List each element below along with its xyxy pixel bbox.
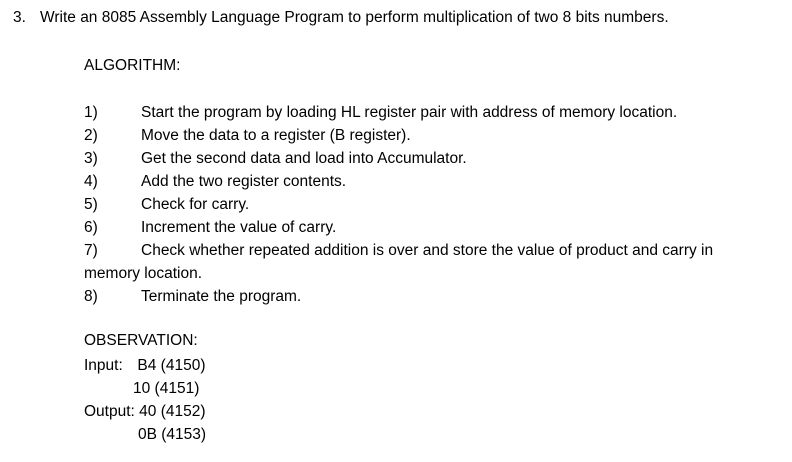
algorithm-title: ALGORITHM: [84, 57, 181, 74]
step-number: 5) [84, 196, 98, 213]
algorithm-step-6 [84, 217, 784, 240]
step-text: Increment the value of carry. [141, 219, 337, 236]
question-heading [13, 9, 669, 27]
step-number: 6) [84, 219, 98, 236]
step-number: 3) [84, 150, 98, 167]
step-number: 4) [84, 173, 98, 190]
step-text: Terminate the program. [141, 288, 302, 305]
output-value-1: 40 (4152) [139, 403, 206, 420]
step-text: Get the second data and load into Accumulator. [141, 150, 467, 167]
step-number: 8) [84, 288, 98, 305]
output-value-2: 0B (4153) [138, 426, 207, 443]
question-number: 3. [13, 9, 26, 26]
step-text: Start the program by loading HL register pair with address of memory location. [141, 104, 678, 121]
algorithm-steps [84, 102, 784, 309]
observation-output-row [84, 401, 206, 422]
algorithm-step-4 [84, 171, 784, 194]
step-text: Add the two register contents. [141, 173, 347, 190]
step-text: Check whether repeated addition is over and store the value of product and carry in [141, 242, 714, 259]
step-text: Check for carry. [141, 196, 250, 213]
algorithm-step-5 [84, 194, 784, 217]
input-label: Input: [84, 357, 123, 374]
algorithm-step-1 [84, 102, 784, 125]
observation-input-row [84, 355, 205, 376]
observation-title: OBSERVATION: [84, 332, 198, 349]
output-label: Output: [84, 403, 135, 420]
algorithm-step-2 [84, 125, 784, 148]
algorithm-step-3 [84, 148, 784, 171]
algorithm-step-7 [84, 240, 784, 263]
algorithm-step-8 [84, 286, 784, 309]
question-text: Write an 8085 Assembly Language Program to perform multiplication of two 8 bits numbers. [40, 9, 669, 26]
step-number: 2) [84, 127, 98, 144]
input-value-2: 10 (4151) [133, 380, 200, 397]
step-7-continuation: memory location. [84, 265, 203, 282]
step-number: 1) [84, 104, 98, 121]
step-text: Move the data to a register (B register). [141, 127, 411, 144]
input-value-1: B4 (4150) [137, 357, 206, 374]
step-number: 7) [84, 242, 98, 259]
